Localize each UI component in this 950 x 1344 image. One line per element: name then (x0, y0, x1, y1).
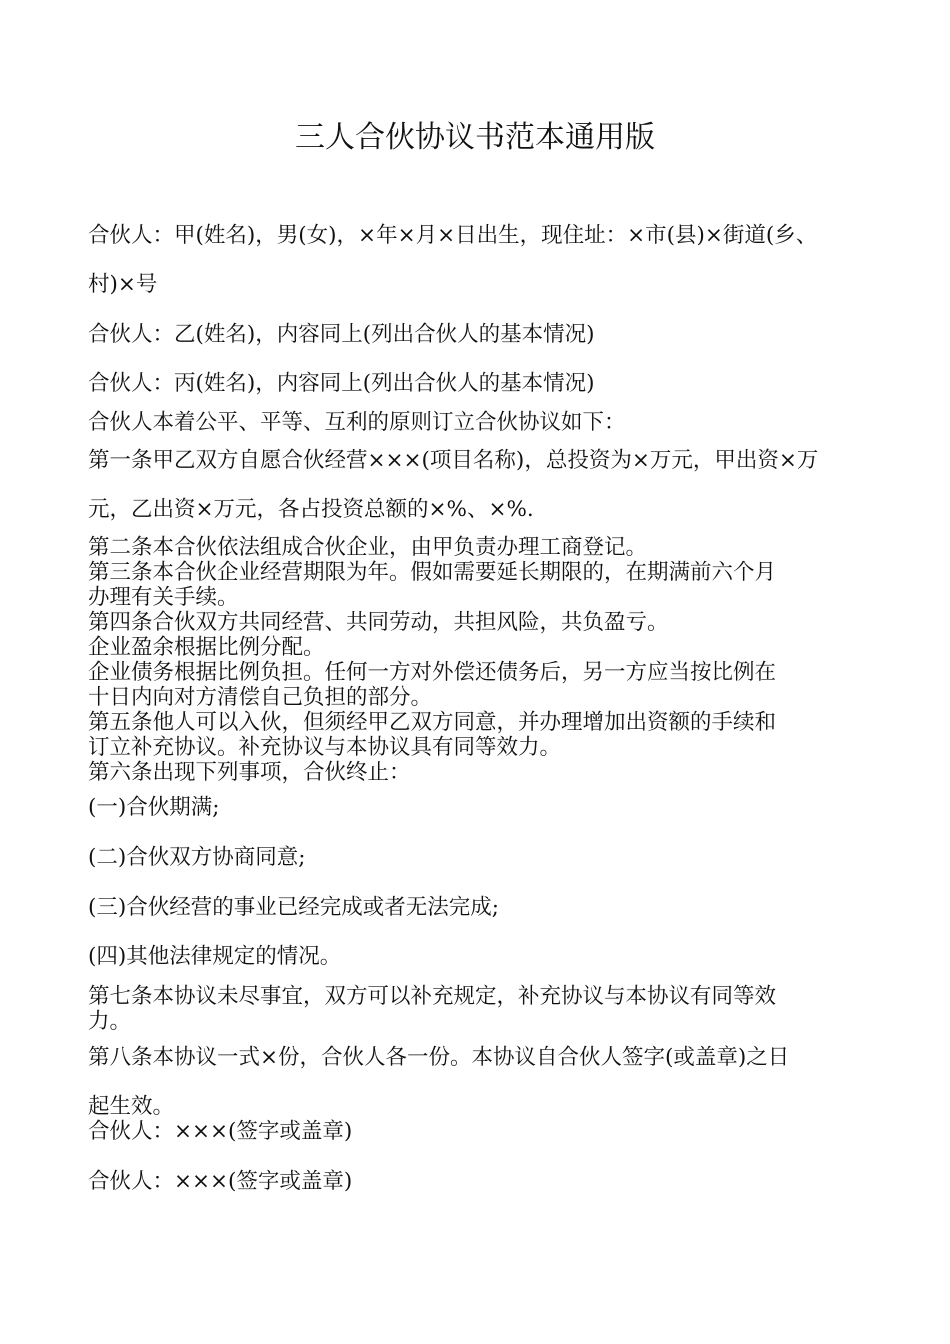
text-line: (四)其他法律规定的情况。 (88, 944, 342, 969)
text-line: 力。 (88, 1009, 132, 1034)
text-line: 办理有关手续。 (88, 585, 239, 610)
text-line: 企业债务根据比例负担。任何一方对外偿还债务后，另一方应当按比例在 (88, 660, 777, 685)
text-line: 第五条他人可以入伙，但须经甲乙双方同意，并办理增加出资额的手续和 (88, 710, 777, 735)
text-line: 村)×号 (88, 272, 158, 297)
text-line: (一)合伙期满; (88, 795, 220, 820)
text-line: 合伙人本着公平、平等、互利的原则订立合伙协议如下： (88, 410, 626, 435)
article-7-paragraph (88, 984, 864, 1034)
text-line: 合伙人：丙(姓名)，内容同上(列出合伙人的基本情况) (88, 371, 595, 396)
text-line: 合伙人：乙(姓名)，内容同上(列出合伙人的基本情况) (88, 322, 595, 347)
partner-c-paragraph (88, 359, 864, 408)
text-line: 元，乙出资×万元，各占投资总额的×%、×%. (88, 497, 534, 522)
text-line: 企业盈余根据比例分配。 (88, 635, 325, 660)
text-line: (二)合伙双方协商同意; (88, 845, 306, 870)
text-line: 第二条本合伙依法组成合伙企业，由甲负责办理工商登记。 (88, 535, 648, 560)
text-line: 起生效。 (88, 1094, 175, 1119)
text-line: 第六条出现下列事项，合伙终止： (88, 760, 411, 785)
text-line: 第八条本协议一式×份，合伙人各一份。本协议自合伙人签字(或盖章)之日 (88, 1045, 790, 1070)
text-line: 十日内向对方清偿自己负担的部分。 (88, 685, 433, 710)
signature-line-2 (88, 1157, 864, 1206)
intro-paragraph (88, 410, 864, 435)
text-line: 合伙人：×××(签字或盖章) (88, 1119, 353, 1144)
termination-item-4 (88, 932, 864, 981)
partner-b-paragraph (88, 310, 864, 359)
text-line: 合伙人：甲(姓名)，男(女)，×年×月×日出生，现住址：×市(县)×街道(乡、 (88, 223, 818, 248)
article-1-paragraph (88, 436, 864, 534)
termination-item-1 (88, 783, 864, 832)
signature-line-1 (88, 1107, 864, 1156)
text-line: 第三条本合伙企业经营期限为年。假如需要延长期限的，在期满前六个月 (88, 560, 777, 585)
text-line: 第七条本协议未尽事宜，双方可以补充规定，补充协议与本协议有同等效 (88, 984, 777, 1009)
document-title: 三人合伙协议书范本通用版 (295, 120, 655, 155)
partner-a-paragraph (88, 211, 864, 309)
text-line: (三)合伙经营的事业已经完成或者无法完成; (88, 895, 500, 920)
termination-item-2 (88, 833, 864, 882)
articles-2-6-paragraph (88, 535, 864, 785)
termination-item-3 (88, 883, 864, 932)
text-line: 第四条合伙双方共同经营、共同劳动，共担风险，共负盈亏。 (88, 610, 669, 635)
text-line: 第一条甲乙双方自愿合伙经营×××(项目名称)，总投资为×万元，甲出资×万 (88, 448, 819, 473)
text-line: 订立补充协议。补充协议与本协议具有同等效力。 (88, 735, 562, 760)
text-line: 合伙人：×××(签字或盖章) (88, 1169, 353, 1194)
